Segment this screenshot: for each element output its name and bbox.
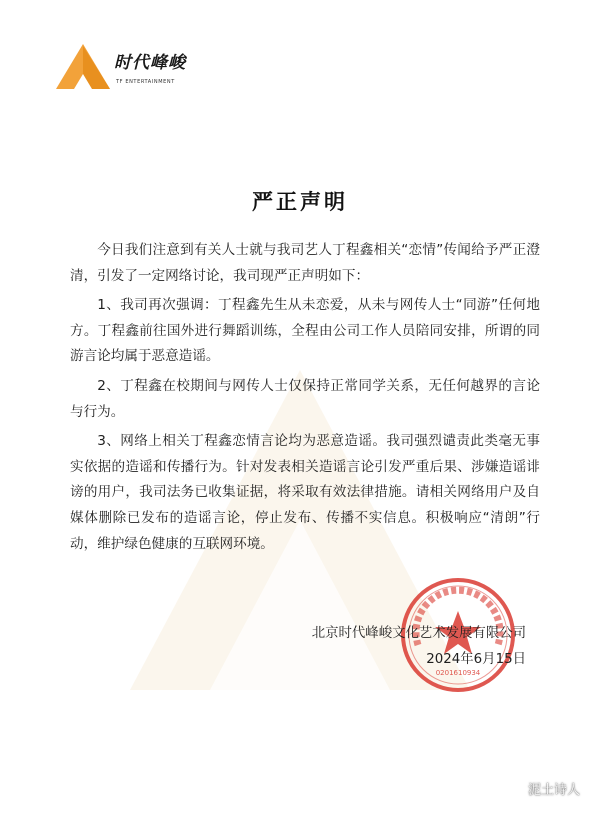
paragraph-point-3: 3、网络上相关丁程鑫恋情言论均为恶意造谣。我司强烈谴责此类毫无事实依据的造谣和传播行为。针对发表相关造谣言论引发严重后果、涉嫌造谣诽谤的用户，我司法务已收集证据，将采取有效法律措施。请相关网络用户及自媒体删除已发布的造谣言论，停止发布、传播不实信息。积极响应“清朗”行动，维护绿色健康的互联网环境。: [70, 433, 540, 552]
footer-watermark: [508, 779, 580, 798]
logo-name: 时代峰峻: [114, 53, 186, 73]
watermark-text: 泥土诗人: [527, 783, 580, 798]
seal-number: 0201610934: [435, 669, 481, 677]
paragraph-point-1: 1、我司再次强调：丁程鑫先生从未恋爱，从未与网传人士“同游”任何地方。丁程鑫前往国外进行舞蹈训练，全程由公司工作人员陪同安排，所谓的同游言论均属于恶意造谣。: [70, 297, 540, 365]
page-title: 严正声明: [252, 190, 348, 214]
paragraph-intro: 今日我们注意到有关人士就与我司艺人丁程鑫相关“恋情”传闻给予严正澄清，引发了一定网络讨论，我司现严正声明如下：: [70, 242, 540, 284]
company-name: 北京时代峰峻文化艺术发展有限公司: [311, 626, 526, 641]
statement-date: 2024年6月15日: [426, 652, 526, 667]
signature-block: [312, 621, 526, 673]
company-logo: [56, 42, 216, 98]
camera-icon: [508, 782, 524, 796]
logo-triangle-icon: [56, 42, 110, 90]
logo-subtitle: TF ENTERTAINMENT: [116, 79, 175, 85]
statement-body: [70, 238, 540, 561]
paragraph-point-2: 2、丁程鑫在校期间与网传人士仅保持正常同学关系，无任何越界的言论与行为。: [70, 377, 540, 420]
